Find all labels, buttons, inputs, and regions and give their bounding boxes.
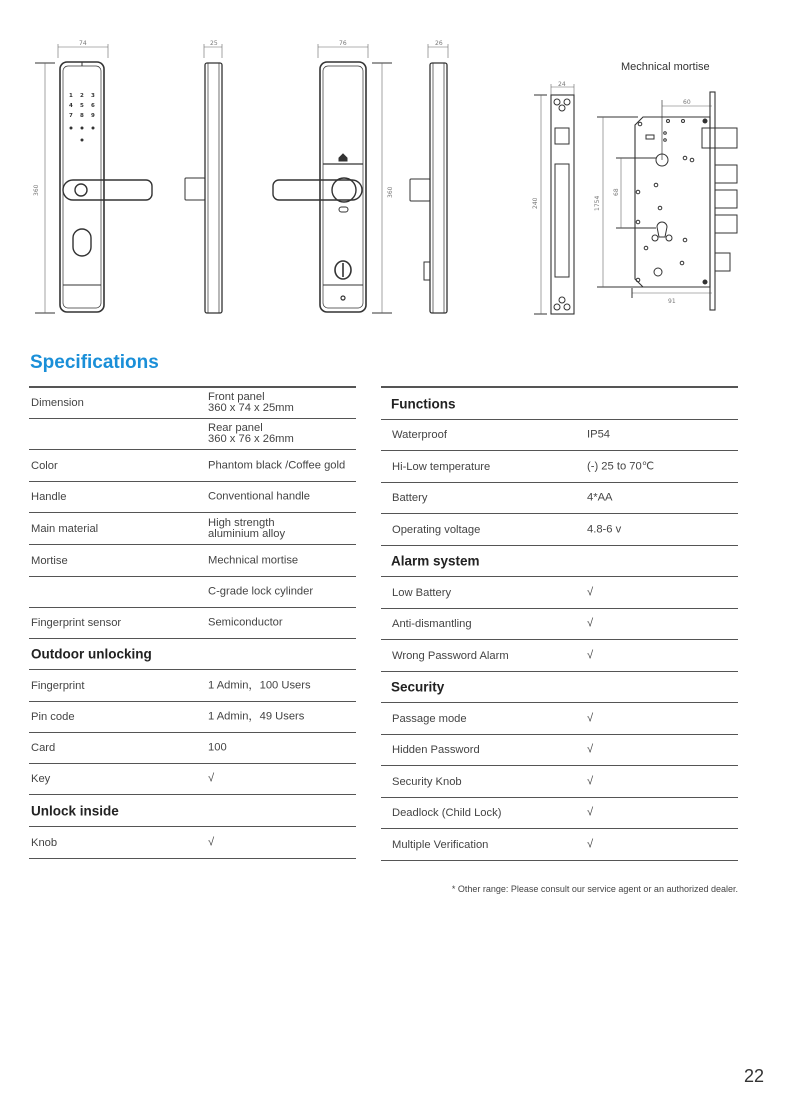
value-line: Conventional handle (208, 490, 311, 503)
row-value (587, 619, 593, 630)
row-value (587, 839, 593, 850)
table-row (381, 703, 738, 735)
table-row (29, 733, 356, 764)
row-value (587, 745, 593, 756)
section-title: Outdoor unlocking (31, 646, 152, 662)
value-line: aluminium alloy (208, 527, 286, 540)
value-line: 360 x 74 x 25mm (208, 402, 294, 414)
table-row (381, 829, 738, 861)
row-value (208, 492, 310, 503)
value-line: 360 x 76 x 26mm (208, 433, 294, 445)
row-value (587, 430, 610, 441)
table-row (29, 419, 356, 450)
svg-text:4: 4 (69, 103, 73, 109)
row-label: Fingerprint sensor (31, 617, 122, 629)
value-line: C-grade lock cylinder (208, 585, 314, 598)
front-panel-drawing (35, 44, 152, 313)
svg-text:6: 6 (91, 103, 95, 109)
table-row (381, 766, 738, 798)
row-value (587, 461, 654, 472)
row-value (208, 460, 345, 471)
row-label: Knob (31, 836, 58, 849)
row-label: Color (31, 459, 58, 472)
section-title: Functions (391, 396, 456, 411)
row-value (587, 713, 593, 724)
row-label: Hi-Low temperature (392, 460, 491, 473)
row-label: Passage mode (392, 712, 467, 725)
value-line: 4*AA (587, 491, 613, 504)
row-value (208, 423, 294, 445)
mortise-title: Mechnical mortise (621, 61, 710, 73)
svg-text:3: 3 (91, 93, 95, 99)
value-line: √ (587, 838, 594, 850)
row-label: Wrong Password Alarm (392, 649, 509, 662)
value-line: √ (587, 617, 594, 630)
row-value (208, 618, 283, 629)
table-row (29, 388, 356, 419)
row-value (208, 518, 285, 540)
table-row (29, 608, 356, 639)
row-label: Low Battery (392, 586, 452, 599)
value-line: 1 Admin，49 Users (208, 710, 305, 723)
row-label: Fingerprint (31, 679, 85, 692)
dim-faceplate-height: 240 (532, 197, 539, 209)
rear-side-drawing (410, 44, 448, 313)
faceplate-drawing (534, 84, 574, 314)
svg-text:2: 2 (80, 93, 84, 99)
row-value (587, 587, 593, 598)
svg-text:1: 1 (69, 93, 73, 99)
value-line: 4.8-6 v (587, 523, 622, 535)
dim-mortise-depth: 91 (668, 298, 676, 305)
row-label: Mortise (31, 554, 68, 567)
value-line: 1 Admin，100 Users (208, 679, 311, 691)
section-title: Unlock inside (31, 803, 119, 818)
table-row (29, 702, 356, 733)
page-number: 22 (743, 1066, 764, 1086)
value-line: √ (587, 775, 594, 787)
section-title: Alarm system (391, 553, 480, 569)
row-label: Waterproof (392, 429, 447, 441)
row-label: Operating voltage (392, 523, 481, 536)
right-spec-table (381, 386, 738, 861)
row-label: Pin code (31, 711, 75, 723)
row-value (208, 392, 294, 414)
page-title: Specifications (30, 352, 159, 373)
front-side-drawing (185, 44, 222, 313)
value-line: (-) 25 to 70℃ (587, 460, 655, 472)
value-line: √ (587, 586, 594, 598)
table-row (381, 609, 738, 640)
row-label: Battery (392, 492, 428, 504)
svg-text:8: 8 (80, 113, 84, 119)
dim-rear-height: 360 (387, 186, 394, 198)
table-row (381, 640, 738, 672)
value-line: √ (587, 743, 594, 756)
row-value (208, 587, 313, 598)
dim-mortise-center: 68 (613, 188, 620, 196)
table-row (381, 420, 738, 451)
row-label: Handle (31, 491, 67, 503)
table-row (29, 545, 356, 577)
dim-front-width: 74 (79, 40, 87, 47)
table-row (29, 577, 356, 608)
rear-panel-drawing (273, 44, 392, 313)
product-drawings (0, 0, 788, 330)
row-label: Hidden Password (392, 744, 480, 756)
row-value (587, 776, 593, 787)
row-label: Main material (31, 522, 99, 535)
value-line: Phantom black /Coffee gold (208, 459, 346, 471)
row-label: Deadlock (Child Lock) (392, 807, 502, 819)
dim-faceplate-width: 24 (558, 81, 566, 88)
row-value (208, 712, 304, 723)
value-line: √ (208, 836, 215, 848)
section-heading (381, 388, 738, 420)
value-line: √ (587, 712, 594, 724)
value-line: Front panel (208, 391, 265, 403)
row-value (208, 837, 214, 848)
table-row (29, 670, 356, 702)
row-value (208, 680, 311, 691)
section-heading (381, 546, 738, 577)
svg-text:7: 7 (69, 113, 73, 119)
svg-text:5: 5 (80, 103, 84, 109)
row-label: Multiple Verification (392, 838, 489, 851)
table-row (29, 764, 356, 795)
left-spec-table (29, 386, 356, 859)
value-line: IP54 (587, 428, 611, 441)
table-row (29, 827, 356, 859)
value-line: Mechnical mortise (208, 554, 299, 566)
dim-rear-width: 76 (339, 40, 347, 47)
dim-front-height: 360 (33, 184, 40, 196)
dim-rear-depth: 26 (435, 40, 443, 47)
row-value (587, 650, 593, 661)
table-row (381, 798, 738, 829)
dim-mortise-backset: 60 (683, 99, 691, 106)
section-heading (29, 795, 356, 827)
table-row (381, 451, 738, 483)
table-row (29, 513, 356, 545)
row-value (587, 808, 593, 819)
row-label: Key (31, 773, 51, 785)
dim-front-depth: 25 (210, 40, 218, 47)
value-line: Rear panel (208, 422, 263, 434)
value-line: Semiconductor (208, 616, 283, 629)
row-value (587, 524, 621, 535)
table-row (381, 514, 738, 546)
table-row (29, 482, 356, 513)
row-label: Dimension (31, 397, 84, 409)
row-value (208, 743, 227, 754)
row-label: Card (31, 742, 56, 754)
value-line: High strength (208, 516, 275, 529)
value-line: √ (587, 806, 594, 819)
value-line: √ (587, 649, 594, 661)
section-heading (29, 639, 356, 670)
table-row (29, 450, 356, 482)
keypad (69, 93, 95, 142)
table-row (381, 735, 738, 766)
table-row (381, 483, 738, 514)
section-title: Security (391, 679, 445, 695)
row-label: Anti-dismantling (392, 618, 472, 630)
value-line: √ (208, 772, 215, 785)
dim-mortise-height: 1754 (594, 195, 601, 211)
table-row (381, 577, 738, 609)
svg-text:9: 9 (91, 113, 95, 119)
footnote: * Other range: Please consult our service agent or an authorized dealer. (451, 884, 738, 894)
row-label: Security Knob (392, 775, 462, 788)
mortise-drawing (597, 92, 737, 310)
row-value (208, 555, 298, 566)
value-line: 100 (208, 741, 227, 754)
row-value (587, 493, 613, 504)
row-value (208, 774, 214, 785)
section-heading (381, 672, 738, 703)
